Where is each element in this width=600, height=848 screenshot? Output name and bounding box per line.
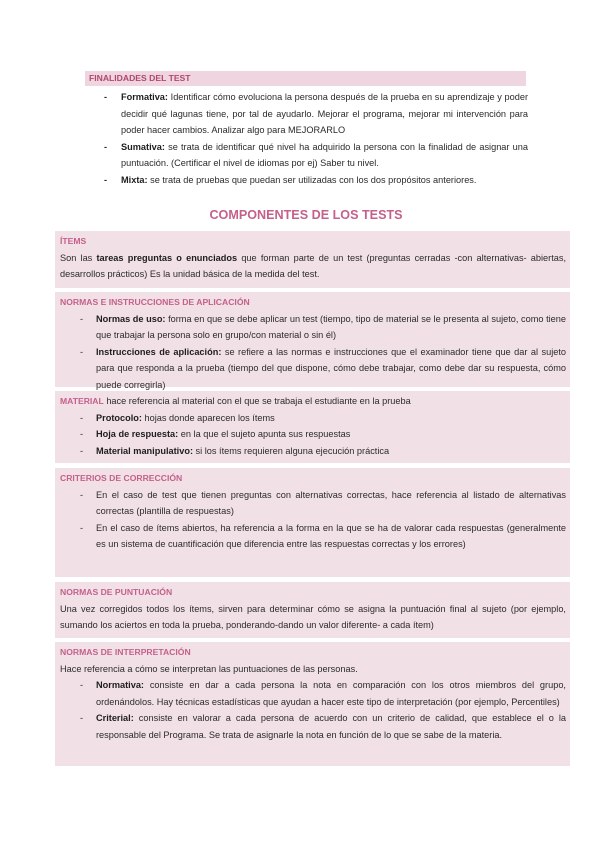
normas-aplicacion-box — [55, 292, 570, 390]
finalidades-list — [104, 89, 528, 189]
term: Sumativa: — [121, 141, 165, 152]
list-dash: - — [80, 489, 84, 500]
list-dash: - — [80, 680, 84, 691]
list-dash: - — [104, 174, 108, 185]
definition: se trata de identificar qué nivel ha adquirido la persona con la finalidad de asignar una puntuación. (Certificar el nivel de idiomas por ej) Saber tu nivel. — [121, 141, 528, 169]
finalidades-heading: FINALIDADES DEL TEST — [85, 71, 526, 86]
section-title: COMPONENTES DE LOS TESTS — [209, 208, 403, 222]
list-item: - En el caso de test que tienen preguntas con alternativas correctas, hace referencia al listado de alternativas correctas (plantilla de respuestas) — [60, 487, 566, 520]
list-dash: - — [104, 92, 108, 102]
normas-aplicacion-heading: NORMAS E INSTRUCCIONES DE APLICACIÓN — [60, 297, 250, 307]
list-dash: - — [80, 445, 84, 456]
list-item: - En el caso de ítems abiertos, ha referencia a la forma en la que se ha de valorar cada respuestas (generalmente es un sistema de cuantificación que diferencia entre las respuestas correctas y los errores) — [60, 520, 566, 553]
finalidad-mixta — [104, 172, 528, 189]
criterios-heading: CRITERIOS DE CORRECCIÓN — [60, 473, 183, 483]
material-intro: MATERIAL hace referencia al material con el que se trabaja el estudiante en la prueba — [60, 396, 411, 406]
definition: Identificar cómo evoluciona la persona después de la prueba en su aprendizaje y poder decidir qué lagunas tiene, por tal de ayudarlo. Mejorar el programa, mejorar mi intervención para poder hacer cambios. Analizar algo para MEJORARLO — [121, 92, 528, 136]
interpretacion-intro: Hace referencia a cómo se interpretan las puntuaciones de las personas. — [60, 663, 358, 674]
list-item: - Hoja de respuesta: en la que el sujeto apunta sus respuestas — [60, 426, 566, 443]
list-item: - Criterial: consiste en valorar a cada persona de acuerdo con un criterio de calidad, que establece el o la responsable del Programa. Se trata de asignarle la nota en función de lo que se sabe de la materia. — [60, 710, 566, 743]
interpretacion-heading: NORMAS DE INTERPRETACIÓN — [60, 647, 191, 657]
items-box — [55, 231, 570, 288]
list-dash: - — [80, 429, 84, 440]
interpretacion-box — [55, 642, 570, 766]
material-box — [55, 391, 570, 463]
term: Formativa: — [121, 92, 168, 102]
list-item: - Normativa: consiste en dar a cada persona la nota en comparación con los otros miembros del grupo, ordenándolos. Hay técnicas estadísticas que ayudan a hacer este tipo de interpretación (por ejemplo, Percentiles) — [60, 677, 566, 710]
items-heading: ÍTEMS — [60, 236, 87, 246]
list-item: - Protocolo: hojas donde aparecen los ítems — [60, 410, 566, 427]
finalidad-sumativa — [104, 139, 528, 172]
material-heading: MATERIAL — [60, 396, 104, 406]
criterios-box — [55, 468, 570, 577]
list-item: - Instrucciones de aplicación: se refiere a las normas e instrucciones que el examinador tiene que dar al sujeto para que responda a la prueba (tiempo del que dispone, cómo debe trabajar, como debe dar su respuesta, cómo puede corregirla) — [60, 344, 566, 394]
definition: se trata de pruebas que puedan ser utilizadas con los dos propósitos anteriores. — [147, 174, 477, 185]
puntuacion-box — [55, 582, 570, 638]
finalidad-formativa — [104, 89, 528, 139]
list-dash: - — [80, 412, 84, 423]
list-dash: - — [104, 141, 108, 152]
list-dash: - — [80, 346, 84, 357]
puntuacion-text: Una vez corregidos todos los ítems, sirven para determinar cómo se asigna la puntuación final al sujeto (por ejemplo, sumando los aciertos en toda la prueba, ponderando-dando un valor diferente- a cada ítem) — [60, 603, 566, 631]
items-text: Son las tareas preguntas o enunciados que forman parte de un test (preguntas cerradas -con alternativas- abiertas, desarrollos prácticos) Es la unidad básica de la medida del test. — [60, 252, 567, 280]
list-item: - Material manipulativo: si los ítems requieren alguna ejecución práctica — [60, 443, 566, 460]
puntuacion-heading: NORMAS DE PUNTUACIÓN — [60, 587, 173, 597]
list-dash: - — [80, 713, 84, 724]
list-dash: - — [80, 313, 84, 324]
list-item: - Normas de uso: forma en que se debe aplicar un test (tiempo, tipo de material se le presenta al sujeto, como tiene que trabajar la persona solo en grupo/con material o sin él) — [60, 311, 566, 344]
list-dash: - — [80, 522, 84, 533]
term: Mixta: — [121, 174, 148, 185]
